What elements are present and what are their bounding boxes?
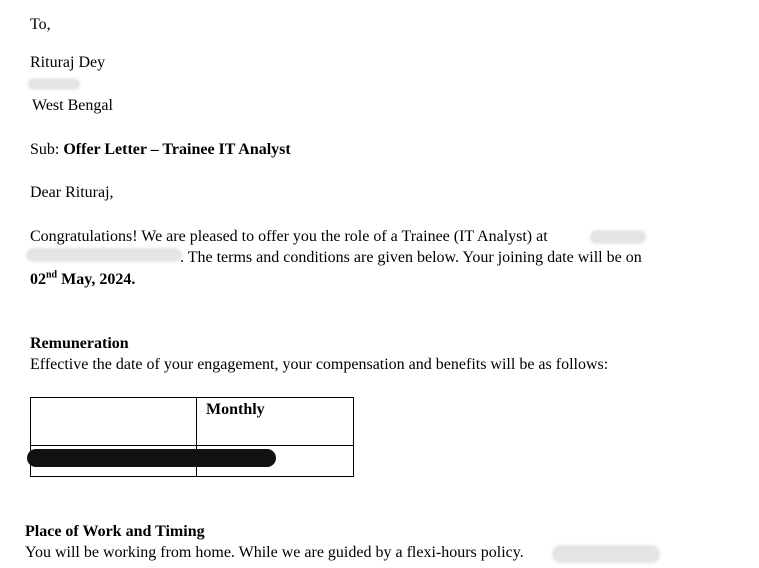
redacted-work-text [552, 545, 660, 563]
subject-line [30, 141, 291, 159]
joining-date-suffix: nd [46, 269, 58, 281]
recipient-state: West Bengal [32, 97, 113, 114]
table-header-monthly: Monthly [206, 401, 265, 418]
address-to: To, [30, 16, 51, 33]
work-text: You will be working from home. While we are guided by a flexi-hours policy. [25, 544, 524, 561]
joining-date [30, 271, 135, 289]
intro-line-2: . The terms and conditions are given below. Your joining date will be on [180, 249, 642, 266]
recipient-name: Rituraj Dey [30, 54, 106, 71]
joining-date-rest: May, 2024. [57, 271, 136, 288]
remuneration-text: Effective the date of your engagement, your compensation and benefits will be as follows: [30, 356, 609, 373]
work-heading: Place of Work and Timing [25, 523, 205, 540]
subject-prefix: Sub: [30, 141, 64, 158]
table-row-divider [31, 445, 353, 446]
redacted-address-line [28, 78, 80, 90]
subject-title: Offer Letter – Trainee IT Analyst [63, 141, 291, 158]
redacted-company-part-2 [26, 248, 182, 262]
redacted-salary-row [27, 449, 276, 467]
joining-date-day: 02 [30, 271, 46, 288]
redacted-company-part-1 [590, 230, 646, 244]
remuneration-heading: Remuneration [30, 335, 129, 352]
intro-line-1: Congratulations! We are pleased to offer you the role of a Trainee (IT Analyst) at [30, 228, 548, 245]
salutation: Dear Rituraj, [30, 184, 114, 201]
